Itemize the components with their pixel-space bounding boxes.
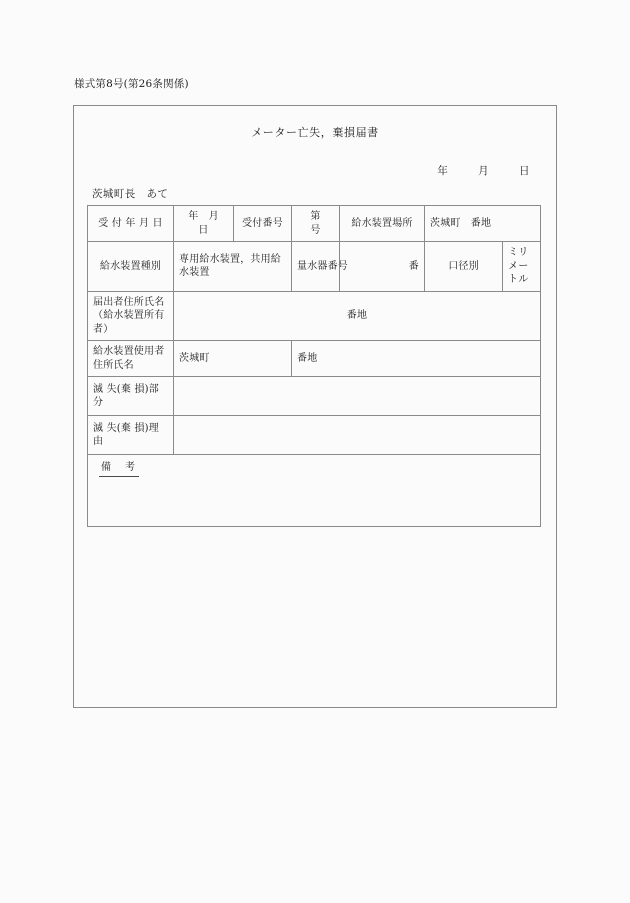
- date-month-label: 月: [478, 165, 490, 177]
- form-table: [87, 205, 541, 527]
- label-user-address: 給水装置使用者住所氏名: [88, 341, 174, 377]
- value-diameter[interactable]: ミリメートル: [503, 242, 541, 292]
- label-receipt-date: 受 付 年 月 日: [88, 206, 174, 242]
- label-diameter: 口径別: [425, 242, 503, 292]
- value-loss-reason[interactable]: [174, 416, 541, 455]
- table-row-remarks: [88, 455, 541, 527]
- label-applicant-address: 届出者住所氏名（給水装置所有者）: [88, 291, 174, 341]
- table-row: [88, 341, 541, 377]
- value-user-banchi[interactable]: 番地: [292, 341, 541, 377]
- label-loss-part: 滅 失(棄 損)部分: [88, 377, 174, 416]
- addressee-line: 茨城町長 あて: [92, 188, 169, 200]
- date-line: [437, 163, 530, 178]
- date-year-label: 年: [437, 165, 449, 177]
- label-supply-type: 給水装置種別: [88, 242, 174, 292]
- table-row: [88, 291, 541, 341]
- value-meter-number[interactable]: 番: [340, 242, 425, 292]
- table-row: [88, 242, 541, 292]
- label-receipt-number: 受付番号: [234, 206, 292, 242]
- remarks-cell[interactable]: [88, 455, 541, 527]
- table-row: [88, 206, 541, 242]
- form-number: 様式第8号(第26条関係): [74, 78, 189, 90]
- table-row: [88, 377, 541, 416]
- value-supply-location[interactable]: 茨城町 番地: [425, 206, 541, 242]
- label-loss-reason: 滅 失(棄 損)理由: [88, 416, 174, 455]
- label-remarks: 備 考: [99, 461, 139, 477]
- label-meter-number: 量水器番号: [292, 242, 340, 292]
- table-row: [88, 416, 541, 455]
- label-supply-location: 給水装置場所: [340, 206, 425, 242]
- value-supply-type[interactable]: 専用給水装置，共用給水装置: [174, 242, 292, 292]
- value-receipt-date[interactable]: 年 月 日: [174, 206, 234, 242]
- page-title: メーター亡失，棄損届書: [251, 126, 379, 139]
- value-user-town[interactable]: 茨城町: [174, 341, 292, 377]
- value-loss-part[interactable]: [174, 377, 541, 416]
- form-outer-frame: [73, 105, 557, 708]
- value-applicant-address[interactable]: 番地: [174, 291, 541, 341]
- value-receipt-number[interactable]: 第 号: [292, 206, 340, 242]
- date-day-label: 日: [519, 165, 530, 177]
